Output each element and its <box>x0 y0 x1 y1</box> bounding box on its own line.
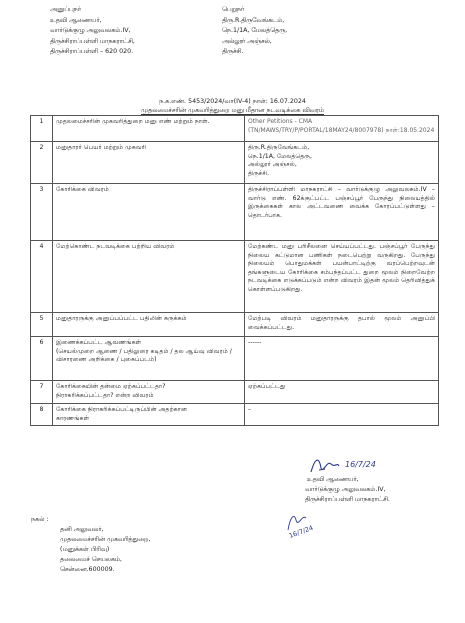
row-label-line: இணைக்கப்பட்ட ஆவணங்கள் <box>56 339 142 346</box>
initial-stamp <box>282 500 322 540</box>
sender-line: வார்டுக்குழு அலுவலகம்.IV, <box>50 27 131 34</box>
row-value: ------ <box>245 337 439 381</box>
copy-recipient <box>60 525 150 575</box>
copy-label: நகல் : <box>31 516 49 523</box>
signature-scribble <box>305 450 415 478</box>
row-value: திருச்சிராப்பள்ளி மாநகராட்சி – வார்டுக்குழு அலுவலகம்.IV – வார்டு எண். 62க்குட்பட்ட பஞ்சப்பூர் பேருந்து நிலையத்தில் இருக்கைகள் கால அட்டவணை வைக்க கோரப்பட்டுள்ளது – தொடர்பாக. <box>245 184 439 241</box>
row-number: 8 <box>31 404 53 426</box>
reference-date: 16.07.2024 <box>269 98 306 105</box>
row-label-line: கோரிக்கை நிராகரிக்கப்பட்டிருப்பின் அதற்கான <box>56 406 187 413</box>
petition-action-table <box>30 115 439 426</box>
reference-number-label: ந.க.எண். <box>159 98 187 105</box>
recipient-line: நெ.1/1A, மேலத்தெரு, <box>222 27 288 34</box>
row-number: 3 <box>31 184 53 241</box>
signatory-line: உதவி ஆணையர், <box>307 476 359 483</box>
row-label <box>53 337 245 381</box>
table-row <box>31 313 439 337</box>
stamp-date: 16/7/24 <box>287 523 315 540</box>
copy-line: முதலமைச்சரின் முகவரித்துறை, <box>60 536 151 543</box>
row-label <box>53 404 245 426</box>
table-row <box>31 381 439 404</box>
copy-line: தனி அலுவலர், <box>60 526 104 533</box>
sender-address <box>50 5 135 58</box>
recipient-address <box>222 5 287 58</box>
row-label-line: காரணங்கள் <box>56 414 90 422</box>
subject-text: முதலமைச்சரின் முகவரித்துறை மனு மீதான நடவடிக்கை விவரம் <box>141 107 324 114</box>
row-value: மேற்கண்ட மனு பரிசீலனை செய்யப்பட்டது. பஞ்சப்பூர் பேருந்து நிலைய கட்டுமான பணிகள் நடைபெற்று வருகிறது. பேருந்து நிலையம் பொதுமக்கள் பயன்பாட்டிற்கு வரப்பெற்றவுடன் தங்களுடைய கோரிக்கை சம்பந்தப்பட்ட துறை மூலம் நிறைவேற்ற நடவடிக்கை எடுக்கப்படும் என்ற விவரம் இதன் மூலம் தெரிவித்துக் கொள்ளப்படுகிறது. <box>245 241 439 313</box>
sender-label: அனுப்புநர் <box>50 6 82 13</box>
row-label: மனுதாரர் பெயர் மற்றும் முகவரி <box>53 142 245 184</box>
reference-date-label: நாள்: <box>252 98 268 105</box>
recipient-label: பெறுநர் <box>222 6 245 13</box>
copy-line: தலைமைச் செயலகம், <box>60 556 122 563</box>
signatory-line: வார்டுக்குழு அலுவலகம்.IV, <box>305 486 386 493</box>
row-value <box>245 142 439 184</box>
row-number: 5 <box>31 313 53 337</box>
sender-line: திருச்சிராப்பள்ளி – 620 020. <box>50 48 134 55</box>
row-value: மேற்படி விவரம் மனுதாரருக்கு தபால் மூலம் அனுப்பி வைக்கப்பட்டது. <box>245 313 439 337</box>
row-number: 7 <box>31 381 53 404</box>
recipient-line: அல்லூர் அஞ்சல், <box>222 37 272 45</box>
table-row <box>31 241 439 313</box>
recipient-line: திருச்சி. <box>222 48 244 55</box>
copy-line: சென்னை.600009. <box>60 566 115 573</box>
row-label <box>53 381 245 404</box>
row-number: 1 <box>31 116 53 142</box>
subject-line <box>0 106 465 115</box>
recipient-line: திரு.R.திருவேங்கடம், <box>222 16 285 24</box>
sender-line: உதவி ஆணையர், <box>50 16 102 24</box>
petitioner-address-line: திருச்சி. <box>248 169 270 177</box>
row-label: மேற்கொண்ட நடவடிக்கை பற்றிய விவரம் <box>53 241 245 313</box>
table-row <box>31 337 439 381</box>
row-label: மனுதாரருக்கு அனுப்பப்பட்ட பதிலின் சுருக்கம் <box>53 313 245 337</box>
table-row <box>31 184 439 241</box>
row-number: 2 <box>31 142 53 184</box>
reference-number: 5453/2024/வா(IV-4) <box>188 98 251 105</box>
sender-line: திருச்சிராப்பள்ளி மாநகராட்சி, <box>50 37 135 45</box>
table-row <box>31 142 439 184</box>
signature-date: 16/7/24 <box>345 460 376 469</box>
petitioner-address-line: திரு.R.திருவேங்கடம், <box>248 144 310 151</box>
row-label-line: நிராகரிக்கப்பட்டதா? என்ற விவரம் <box>56 391 154 399</box>
row-label-line: (செயல்முறை ஆணை / பதிலுரை கடிதம் / தல ஆய்வு விவரம் / விசாரணை அறிக்கை / புகைப்படம்) <box>56 347 232 364</box>
petitioner-address-line: அல்லூர் அஞ்சல், <box>248 161 297 169</box>
row-value: ஏற்கப்பட்டது <box>245 381 439 404</box>
row-number: 4 <box>31 241 53 313</box>
row-value: – <box>245 404 439 426</box>
row-value: Other Petitions - CMA (TN/MAWS/TRY/P/PORTAL/18MAY24/8007978) நாள்:18.05.2024 <box>245 116 439 142</box>
row-number: 6 <box>31 337 53 381</box>
petitioner-address-line: நெ.1/1A, மேலத்தெரு, <box>248 152 312 160</box>
row-label: கோரிக்கை விவரம் <box>53 184 245 241</box>
table-row <box>31 404 439 426</box>
reference-line <box>0 97 465 106</box>
signatory-line: திருச்சிராப்பள்ளி மாநகராட்சி. <box>305 496 390 503</box>
table-row <box>31 116 439 142</box>
row-label: முதலமைச்சரின் முகவரித்துறை மனு எண் மற்றும் நாள். <box>53 116 245 142</box>
copy-line: (மனுக்கள் பிரிவு) <box>60 546 110 553</box>
row-label-line: கோரிக்கையின் தன்மை ஏற்கப்பட்டதா? <box>56 383 166 390</box>
